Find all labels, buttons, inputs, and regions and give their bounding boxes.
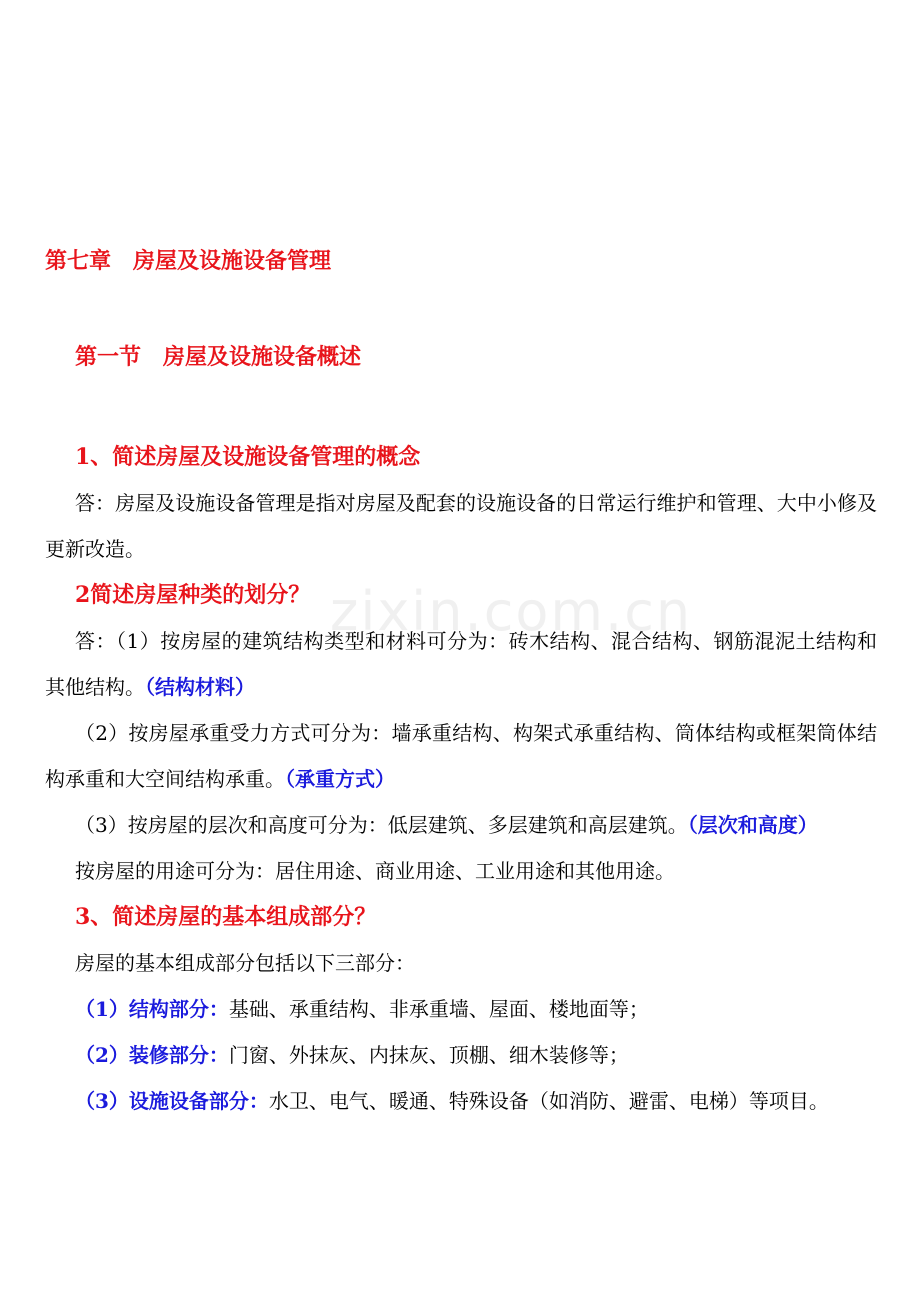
question-1-title: 1、简述房屋及设施设备管理的概念: [75, 444, 421, 470]
question-2-item-2: [45, 710, 877, 802]
question-3-title: 3、简述房屋的基本组成部分？: [75, 904, 377, 930]
question-3-part-3: [45, 1078, 877, 1124]
question-3-intro: 房屋的基本组成部分包括以下三部分：: [75, 951, 415, 975]
content-body: [45, 434, 877, 1124]
part-1-label: （1）结构部分：: [75, 997, 229, 1021]
question-2-item-3: [45, 802, 877, 848]
question-1-answer: 答：房屋及设施设备管理是指对房屋及配套的设施设备的日常运行维护和管理、大中小修及更新改造。: [45, 491, 877, 561]
item-1-tag: （结构材料）: [145, 675, 255, 699]
item-2-text: （2）按房屋承重受力方式可分为：墙承重结构、构架式承重结构、筒体结构或框架筒体结构承重和大空间结构承重。: [45, 721, 877, 791]
question-2-title: 2简述房屋种类的划分？: [75, 582, 311, 608]
part-2-text: 门窗、外抹灰、内抹灰、顶棚、细木装修等；: [228, 1043, 629, 1067]
item-3-text: （3）按房屋的层次和高度可分为：低层建筑、多层建筑和高层建筑。: [75, 813, 688, 837]
part-3-text: 水卫、电气、暖通、特殊设备（如消防、避雷、电梯）等项目。: [268, 1089, 829, 1113]
part-3-label: （3）设施设备部分：: [75, 1089, 269, 1113]
watermark: zixin.com.cn: [330, 580, 693, 643]
question-2-item-4: 按房屋的用途可分为：居住用途、商业用途、工业用途和其他用途。: [75, 859, 675, 883]
part-1-text: 基础、承重结构、非承重墙、屋面、楼地面等；: [228, 997, 649, 1021]
part-2-label: （2）装修部分：: [75, 1043, 229, 1067]
question-3-part-2: [45, 1032, 877, 1078]
item-2-tag: （承重方式）: [285, 767, 395, 791]
section-title: 第一节 房屋及设施设备概述: [75, 344, 362, 370]
question-2-item-1: [45, 618, 877, 710]
chapter-title: 第七章 房屋及设施设备管理: [45, 248, 332, 274]
question-3-part-1: [45, 986, 877, 1032]
item-3-tag: （层次和高度）: [687, 813, 818, 837]
item-1-text: 答：（1）按房屋的建筑结构类型和材料可分为：砖木结构、混合结构、钢筋混泥土结构和其他结构。: [45, 629, 877, 699]
